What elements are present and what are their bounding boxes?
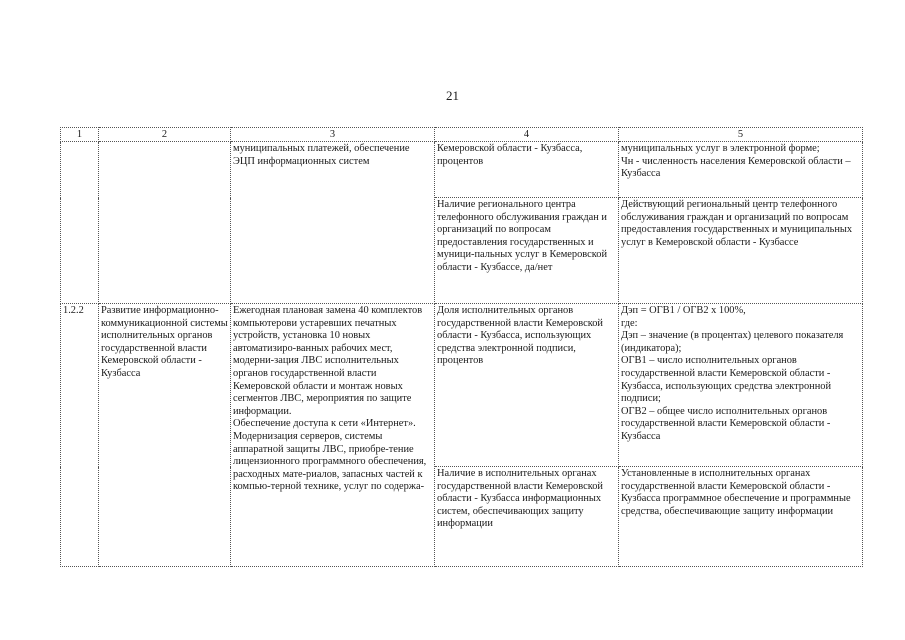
method-cell: Дэп = ОГВ1 / ОГВ2 x 100%, где: Дэп – значение (в процентах) целевого показателя (индикатора); ОГВ1 – число исполнительных органов государственной власти Кемеровской области - Кузбасса, использующих средства электронной подписи; ОГВ2 – общее число исполнительных органов государственной власти Кемеровской области - Кузбасса: [619, 304, 863, 467]
method-cell: Действующий региональный центр телефонного обслуживания граждан и организаций по вопросам предоставления государственных и муниципальных услуг в Кемеровской области - Кузбассе: [619, 198, 863, 304]
header-cell-1: 1: [61, 128, 99, 142]
table-row: [61, 142, 863, 198]
page-number: 21: [446, 88, 459, 103]
direction-cell: Развитие информационно-коммуникационной системы исполнительных органов государственной власти Кемеровской области - Кузбасса: [99, 304, 231, 567]
header-cell-3: 3: [231, 128, 435, 142]
activity-cell: Ежегодная плановая замена 40 комплектов компьютерови устаревших печатных устройств, установка 10 новых автоматизиро-ванных рабочих мест, модерни-зация ЛВС исполнительных органов государственной власти Кемеровской области и монтаж новых сегментов ЛВС, мероприятия по защите информации. Обеспечение доступа к сети «Интернет». Модернизация серверов, системы аппаратной защиты ЛВС, приобре-тение лицензионного программного обеспечения, расходных мате-риалов, запасных частей к компью-терной технике, услуг по содержа-: [231, 304, 435, 567]
table-row: [61, 304, 863, 467]
method-cell: Установленные в исполнительных органах государственной власти Кемеровской области - Кузбасса программное обеспечение и программные средства, обеспечивающие защиту информации: [619, 467, 863, 567]
indicator-cell: Наличие регионального центра телефонного обслуживания граждан и организаций по вопросам предоставления государственных и муници-пальных услуг в Кемеровской области - Кузбассе, да/нет: [435, 198, 619, 304]
header-cell-5: 5: [619, 128, 863, 142]
direction-cell: [99, 142, 231, 304]
indicator-cell: Доля исполнительных органов государственной власти Кемеровской области - Кузбасса, использующих средства электронной подписи, процентов: [435, 304, 619, 467]
indicator-cell: Наличие в исполнительных органах государственной власти Кемеровской области - Кузбасса информационных систем, обеспечивающих защиту информации: [435, 467, 619, 567]
table-header-row: [61, 128, 863, 142]
indicator-cell: Кемеровской области - Кузбасса, процентов: [435, 142, 619, 198]
header-cell-2: 2: [99, 128, 231, 142]
row-number-cell: 1.2.2: [61, 304, 99, 567]
row-number-cell: [61, 142, 99, 304]
program-table: [60, 127, 863, 567]
method-cell: муниципальных услуг в электронной форме; Чн - численность населения Кемеровской области – Кузбасса: [619, 142, 863, 198]
header-cell-4: 4: [435, 128, 619, 142]
activity-cell: муниципальных платежей, обеспечение ЭЦП информационных систем: [231, 142, 435, 304]
